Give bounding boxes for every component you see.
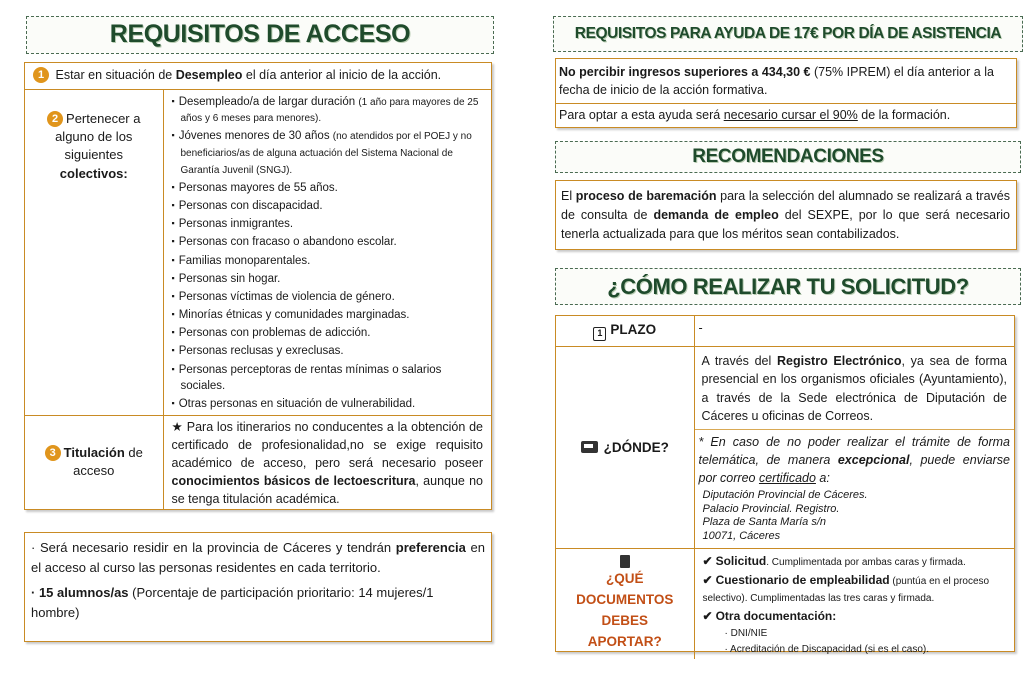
docs-label-line: DOCUMENTOS [576,591,674,607]
ayuda-title: REQUISITOS PARA AYUDA DE 17€ POR DÍA DE ASISTENCIA [574,25,1002,42]
direccion-line: Plaza de Santa María s/n [702,516,827,529]
doc-solicitud: ✔ Solicitud. Cumplimentada por ambas caras y firmada. [702,553,966,568]
direccion-postal [699,489,1011,544]
req3-text-bold: conocimientos básicos de lectoescritura [171,474,416,489]
plazo-label-cell [556,316,694,346]
req3-label-cell [25,415,163,509]
recomendaciones-title: RECOMENDACIONES [692,145,884,167]
donde-correo: * En caso de no poder realizar el trámite de forma telemática, de manera excepcional, puede enviarse por correo certificado a: Diputación Provincial de Cáceres. Palacio Provincial. Registro. Plaza de Santa María s/n 10071, Cáceres [698,434,1010,543]
doc-otra: ✔ Otra documentación: [702,609,837,624]
number-3-badge: 3 [45,445,61,461]
doc-subitem: · Acreditación de Discapacidad (si es el caso). [724,644,930,656]
colectivo-item: ▪ Familias monoparentales. [172,253,486,270]
colectivo-item: ▪ Jóvenes menores de 30 años (no atendidos por el POEJ y no beneficiarios/as de alguna actuación del Sistema Nacional de Garantía Juvenil (SNGJ). [172,128,486,178]
req3-text-cell [163,415,491,509]
donde-content [694,346,1014,548]
req3-label: de acceso [73,444,143,479]
req3-text: ★ Para los itinerarios no conducentes a la obtención de certificado de profesionalidad,no se exige requisito académico de acceso, pero será necesario poseer [171,419,483,471]
direccion-line: Palacio Provincial. Registro. [702,502,840,515]
document-icon [620,555,630,568]
solicitud-title: ¿CÓMO REALIZAR TU SOLICITUD? [607,273,969,299]
direccion-line: Diputación Provincial de Cáceres. [702,488,868,501]
req2-items-cell [163,89,491,415]
requisitos-acceso-title: REQUISITOS DE ACCESO [109,20,411,49]
donde-label: ¿DÓNDE? [603,439,669,455]
doc-subitems [703,626,1011,659]
colectivo-item: ▪ Personas mayores de 55 años. [172,180,486,197]
colectivo-item: ▪ Personas inmigrantes. [172,216,486,233]
mailbox-icon [581,441,598,453]
plazo-label: PLAZO [610,322,657,338]
colectivo-item: ▪ Personas sin hogar. [172,271,486,288]
req3-label-bold: Titulación [63,444,125,460]
donde-registro: A través del Registro Electrónico, ya sea de forma presencial en los organismos oficiales (Ayuntamiento), a través de la Sede electrónica de Diputación de Cáceres u oficinas de Correos. [695,347,1015,430]
docs-label-cell [556,548,694,658]
req1-row [25,63,491,89]
solicitud-grid [556,316,1014,659]
calendar-icon: 1 [593,327,606,341]
doc-subitem: · DNI/NIE [724,627,768,639]
recomendaciones-box: El proceso de baremación para la selección del alumnado se realizará a través de consulta de demanda de empleo del SEXPE, por lo que será necesario tenerla actualizada para que los méritos sean contabilizados. [555,180,1017,250]
req3-text-end: , aunque no se tenga titulación académica. [171,474,483,507]
residencia-note: · Será necesario residir en la provincia de Cáceres y tendrán preferencia en el acceso al curso las personas residentes en cada territorio. [31,540,486,575]
docs-label-line: APORTAR? [587,633,662,649]
docs-label-line: DEBES [601,612,648,628]
colectivo-item: ▪ Personas con problemas de adicción. [172,325,486,342]
residencia-notes-box [24,532,492,642]
donde-label-cell [556,346,694,548]
alumnos-note: · 15 alumnos/as (Porcentaje de participación prioritario: 14 mujeres/1 hombre) [31,585,434,620]
colectivo-item: ▪ Personas perceptoras de rentas mínimas o salarios sociales. [172,362,486,395]
requisitos-grid [25,63,491,509]
ayuda-box [555,58,1017,128]
colectivo-item: ▪ Personas con fracaso o abandono escolar. [172,234,486,251]
colectivo-item: ▪ Minorías étnicas y comunidades marginadas. [172,307,486,324]
colectivos-list [172,94,486,414]
req2-label: Pertenecer a alguno de los siguientes [55,110,141,163]
req1-bold: Desempleo [175,67,243,82]
requisitos-acceso-banner [26,16,494,54]
req1-text-end: el día anterior al inicio de la acción. [242,67,442,82]
number-1-badge: 1 [33,67,49,83]
colectivo-item: ▪ Desempleado/a de largar duración (1 año para mayores de 25 años y 6 meses para menores). [172,94,486,127]
direccion-line: 10071, Cáceres [702,530,781,543]
docs-label [556,569,694,653]
req2-label-bold: colectivos: [59,165,128,181]
colectivo-item: ▪ Personas con discapacidad. [172,198,486,215]
docs-list [694,548,1014,658]
number-2-badge: 2 [47,111,63,127]
docs-label-line: ¿QUÉ [605,570,644,586]
colectivo-item: ▪ Otras personas en situación de vulnerabilidad. [172,396,486,413]
req1-text: Estar en situación de [55,67,176,82]
colectivo-item: ▪ Personas reclusas y exreclusas. [172,343,486,360]
colectivo-item: ▪ Personas víctimas de violencia de género. [172,289,486,306]
ayuda-ingresos: No percibir ingresos superiores a 434,30 € (75% IPREM) el día anterior a la fecha de inicio de la acción formativa. [556,59,1016,104]
doc-cuestionario: ✔ Cuestionario de empleabilidad (puntúa en el proceso selectivo). Cumplimentadas las tres caras y firmada. [702,573,990,604]
ayuda-banner [553,16,1023,52]
plazo-value: - [698,321,703,335]
req2-label-cell [25,89,163,415]
solicitud-table [555,315,1015,656]
recomendaciones-banner [555,141,1021,173]
solicitud-banner [555,268,1021,305]
requisitos-table [24,62,492,510]
ayuda-asistencia: Para optar a esta ayuda será necesario cursar el 90% de la formación. [559,108,951,123]
